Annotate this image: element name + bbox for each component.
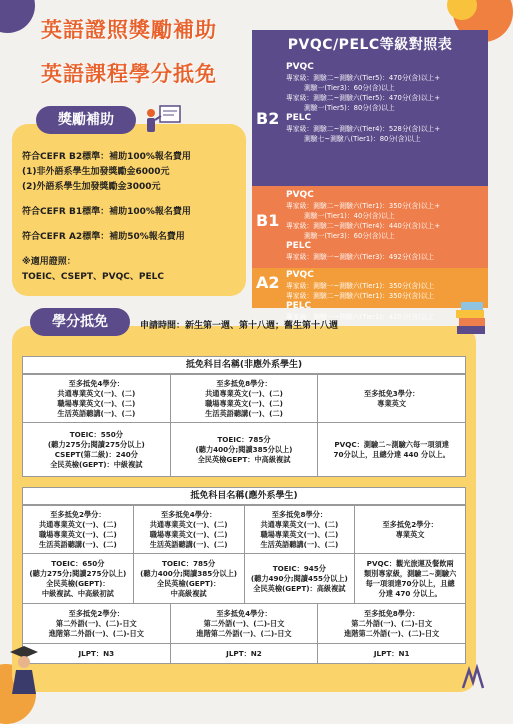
cell-line: 至多抵免4學分： — [216, 608, 272, 618]
cell-line: 全民英檢(GEPT)： — [156, 578, 221, 588]
table-cell — [23, 423, 171, 477]
cell-line: 職場專業英文(一)、(二) — [205, 398, 283, 408]
level-line: 專家級：測驗二~測驗六(Tier5)：470分(含)以上+ — [286, 94, 441, 102]
cell-line: 至多抵免2學分： — [382, 519, 438, 529]
cell-line: 至多抵免2學分： — [50, 509, 106, 519]
non-major-table — [22, 374, 466, 477]
cell-line: 共通專業英文(一)、(二) — [149, 519, 228, 529]
level-line: 測驗一(Tier3)：60分(含)以上 — [304, 84, 395, 92]
level-panel-title: PVQC/PELC等級對照表 — [252, 30, 488, 58]
table-cell — [171, 644, 319, 664]
award-panel — [12, 124, 246, 296]
cell-line: 專業英文 — [395, 529, 425, 539]
cell-line: 職場專業英文(一)、(二) — [260, 529, 339, 539]
cell-line: 生活英語聽講(一)、(二) — [260, 539, 339, 549]
table-cell — [134, 506, 245, 554]
award-line: ※適用證照： — [22, 257, 76, 267]
table-cell — [171, 604, 319, 644]
cell-line: JLPT：N1 — [373, 648, 410, 658]
level-row-b2 — [252, 58, 488, 186]
award-line: 符合CEFR A2標準：補助50%報名費用 — [22, 232, 185, 242]
cell-line: (聽力490分;閱讀455分以上) — [250, 573, 348, 583]
table-cell — [23, 375, 171, 423]
level-line: 專家級：測驗二~測驗六(Tier1)：350分(含)以上+ — [286, 202, 441, 210]
level-line: 專家級：測驗二~測驗六(Tier5)：470分(含)以上+ — [286, 74, 441, 82]
cell-line: JLPT：N3 — [78, 648, 115, 658]
level-row-b1 — [252, 186, 488, 268]
exam-name: PELC — [286, 301, 312, 311]
table-cell — [318, 423, 466, 477]
page-title: 英語證照獎勵補助 — [41, 18, 217, 42]
level-label: A2 — [256, 273, 280, 292]
major-table — [22, 505, 466, 604]
cell-line: 生活英語聽講(一)、(二) — [38, 539, 117, 549]
cell-line: 每一項須達70分以上，且總 — [365, 578, 455, 588]
presenter-illustration-icon — [140, 104, 182, 140]
award-line: (1)非外語系學生加發獎勵金6000元 — [22, 167, 170, 177]
cell-line: 至多抵免8學分： — [364, 608, 420, 618]
cell-line: (聽力400分;閱讀385分以上) — [195, 444, 293, 454]
table-cell — [355, 506, 466, 554]
cell-line: TOEIC：650分 — [51, 558, 105, 568]
cell-line: 中級複試、中高級初試 — [41, 588, 114, 598]
level-line: 專家級：測驗一~測驗六(Tier3)：492分(含)以上 — [286, 253, 435, 261]
cell-line: 第二外語(一)、(二)-日文 — [351, 618, 433, 628]
cell-line: TOEIC：785分 — [161, 558, 216, 568]
exam-name: PVQC — [286, 62, 314, 72]
cell-line: TOEIC：785分 — [217, 434, 271, 444]
exam-name: PELC — [286, 241, 312, 251]
cell-line: 中高級複試 — [170, 588, 207, 598]
level-line: 專家級：測驗二~測驗六(Tier1)：350分(含)以上 — [286, 292, 435, 300]
school-logo-icon — [459, 662, 489, 692]
page-subtitle: 英語課程學分抵免 — [41, 62, 217, 86]
award-line: TOEIC、CSEPT、PVQC、PELC — [22, 272, 164, 282]
apply-time: 申請時間：新生第一週、第十八週；舊生第十八週 — [140, 321, 339, 331]
cell-line: (聽力275分;閱讀275分以上) — [29, 568, 127, 578]
cell-line: TOEIC：945分 — [272, 563, 326, 573]
major-table-head: 抵免科目名稱(應外系學生) — [22, 487, 466, 505]
cell-line: 類別專家級，測驗二~測驗六 — [363, 568, 457, 578]
award-section-tag: 獎勵補助 — [36, 106, 136, 134]
level-comparison-panel — [252, 30, 488, 321]
table-cell — [318, 604, 466, 644]
cell-line: 至多抵免8學分： — [216, 378, 272, 388]
table-cell — [171, 375, 319, 423]
exam-name: PELC — [286, 113, 312, 123]
level-line: 測驗七~測驗八(Tier1)：80分(含)以上 — [304, 135, 421, 143]
cell-line: 專業英文 — [377, 398, 407, 408]
cell-line: 生活英語聽講(一)、(二) — [149, 539, 228, 549]
cell-line: 70分以上，且總分達 440 分以上。 — [333, 449, 450, 459]
cell-line: PVQC：測驗二~測驗六每一項須達 — [334, 439, 449, 449]
books-illustration-icon — [453, 298, 489, 338]
award-line: 符合CEFR B2標準：補助100%報名費用 — [22, 152, 191, 162]
table-cell — [171, 423, 319, 477]
cell-line: 進階第二外語(一)、(二)-日文 — [48, 628, 144, 638]
cell-line: 共通專業英文(一)、(二) — [38, 519, 117, 529]
major-second-language-table — [22, 604, 466, 664]
level-label: B1 — [256, 211, 280, 230]
table-cell — [23, 644, 171, 664]
cell-line: 進階第二外語(一)、(二)-日文 — [196, 628, 292, 638]
cell-line: 至多抵免4學分： — [68, 378, 124, 388]
table-cell — [23, 554, 134, 604]
credit-panel — [12, 326, 476, 692]
cell-line: 共通專業英文(一)、(二) — [57, 388, 136, 398]
table-cell — [318, 375, 466, 423]
cell-line: 進階第二外語(一)、(二)-日文 — [344, 628, 440, 638]
table-cell — [355, 554, 466, 604]
level-line: 專家級：測驗一~測驗六(Tier1)：350分(含)以上 — [286, 282, 435, 290]
level-line: 專家級：測驗一~測驗六(Tier1)：420分(含)以上 — [286, 313, 435, 321]
cell-line: 全民英檢(GEPT)： — [46, 578, 110, 588]
level-label: B2 — [256, 109, 280, 128]
cell-line: CSEPT(第二級)：240分 — [54, 449, 138, 459]
level-line: 專家級：測驗二~測驗六(Tier4)：440分(含)以上+ — [286, 222, 441, 230]
cell-line: 至多抵免4學分： — [160, 509, 217, 519]
table-cell — [318, 644, 466, 664]
cell-line: 全民英檢GEPT：中高級複試 — [197, 454, 291, 464]
level-line: 專家級：測驗二~測驗六(Tier4)：528分(含)以上+ — [286, 125, 441, 133]
cell-line: 生活英語聽講(一)、(二) — [57, 408, 136, 418]
cell-line: TOEIC：550分 — [69, 429, 123, 439]
level-line: 測驗一(Tier1)：40分(含)以上 — [304, 212, 395, 220]
cell-line: 職場專業英文(一)、(二) — [149, 529, 228, 539]
cell-line: (聽力275分;閱讀275分以上) — [47, 439, 145, 449]
cell-line: JLPT：N2 — [226, 648, 262, 658]
cell-line: 共通專業英文(一)、(二) — [205, 388, 283, 398]
table-cell — [23, 506, 134, 554]
cell-line: 共通專業英文(一)、(二) — [260, 519, 339, 529]
table-cell — [23, 604, 171, 644]
cell-line: 生活英語聽講(一)、(二) — [205, 408, 283, 418]
award-line: 符合CEFR B1標準：補助100%報名費用 — [22, 207, 191, 217]
cell-line: 分達 470 分以上。 — [378, 588, 442, 598]
exam-name: PVQC — [286, 190, 314, 200]
award-line: (2)外語系學生加發獎勵金3000元 — [22, 182, 161, 192]
cell-line: 第二外語(一)、(二)-日文 — [55, 618, 137, 628]
cell-line: (聽力400分;閱讀385分以上) — [140, 568, 238, 578]
non-major-table-head: 抵免科目名稱(非應外系學生) — [22, 356, 466, 374]
graduate-illustration-icon — [4, 644, 44, 696]
level-line: 測驗一(Tier5)：80分(含)以上 — [304, 104, 395, 112]
table-cell — [245, 506, 356, 554]
cell-line: 第二外語(一)、(二)-日文 — [203, 618, 285, 628]
credit-section-tag: 學分抵免 — [30, 308, 130, 336]
level-line: 測驗一(Tier3)：60分(含)以上 — [304, 232, 395, 240]
cell-line: PVQC：觀光旅運及餐飲兩 — [366, 558, 454, 568]
cell-line: 全民英檢(GEPT)：中級複試 — [50, 459, 143, 469]
cell-line: 職場專業英文(一)、(二) — [38, 529, 117, 539]
table-cell — [245, 554, 356, 604]
cell-line: 職場專業英文(一)、(二) — [57, 398, 136, 408]
cell-line: 至多抵免2學分： — [68, 608, 124, 618]
table-cell — [134, 554, 245, 604]
cell-line: 至多抵免8學分： — [271, 509, 328, 519]
cell-line: 至多抵免3學分： — [364, 388, 420, 398]
cell-line: 全民英檢(GEPT)：高級複試 — [253, 583, 346, 593]
exam-name: PVQC — [286, 270, 314, 280]
